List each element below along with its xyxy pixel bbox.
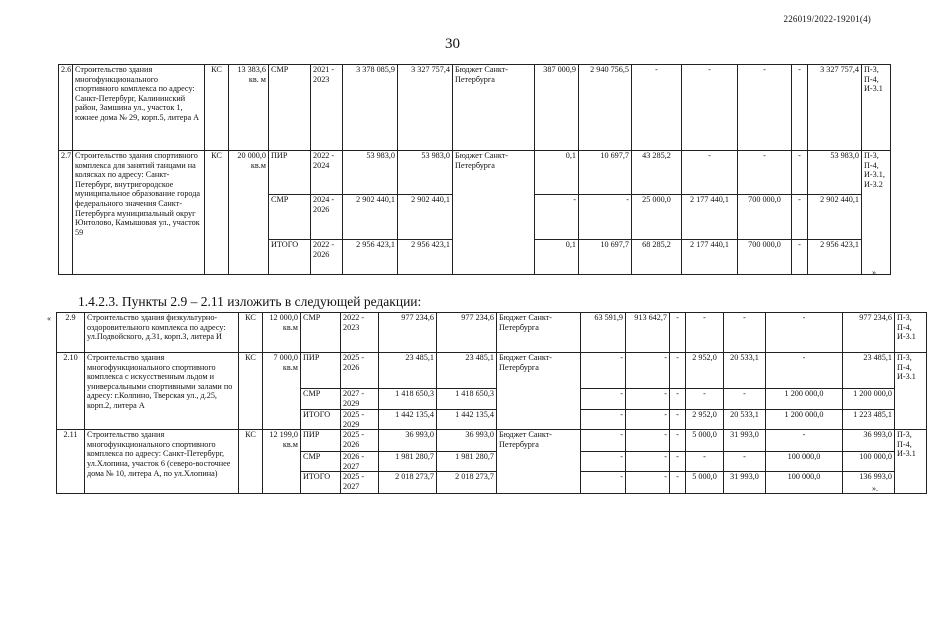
year-amount-1: 0,1 bbox=[535, 151, 579, 195]
year-amount-4: 2 177 440,1 bbox=[682, 195, 738, 240]
total-funding: 53 983,0 bbox=[398, 151, 453, 195]
object-name: Строительство здания многофункционального спортивного комплекса по адресу: Санкт-Петербург, ул.Хлопина, участок 6 (северо-восточнее дома № 10, литера А, по ул.Хлопина) bbox=[85, 430, 239, 494]
year-amount-3: - bbox=[670, 389, 686, 410]
year-amount-4: 2 952,0 bbox=[686, 410, 724, 430]
year-amount-3: - bbox=[632, 65, 682, 151]
row-number: 2.7 bbox=[59, 151, 73, 275]
period: 2026 - 2027 bbox=[341, 452, 379, 472]
year-amount-6: - bbox=[792, 240, 808, 275]
period-sum: 36 993,0 bbox=[843, 430, 895, 452]
year-amount-4: 2 952,0 bbox=[686, 353, 724, 389]
total-funding: 2 018 273,7 bbox=[437, 472, 497, 494]
table-row bbox=[57, 430, 927, 452]
indicator-codes: П-3, П-4, И-3.1 bbox=[895, 353, 927, 430]
year-amount-6: - bbox=[766, 313, 843, 353]
year-amount-3: - bbox=[670, 353, 686, 389]
period-sum: 136 993,0 bbox=[843, 472, 895, 494]
year-amount-2: - bbox=[626, 410, 670, 430]
year-amount-2: - bbox=[626, 430, 670, 452]
stage: ПИР bbox=[269, 151, 311, 195]
year-amount-3: - bbox=[670, 472, 686, 494]
period-sum: 2 902 440,1 bbox=[808, 195, 862, 240]
table-row bbox=[57, 353, 927, 389]
period-sum: 1 200 000,0 bbox=[843, 389, 895, 410]
year-amount-5: 31 993,0 bbox=[724, 430, 766, 452]
stage: СМР bbox=[301, 389, 341, 410]
year-amount-4: 5 000,0 bbox=[686, 430, 724, 452]
estimated-cost: 1 442 135,4 bbox=[379, 410, 437, 430]
period: 2025 - 2026 bbox=[341, 430, 379, 452]
period-sum: 53 983,0 bbox=[808, 151, 862, 195]
year-amount-6: 1 200 000,0 bbox=[766, 410, 843, 430]
year-amount-4: - bbox=[686, 313, 724, 353]
stage: ИТОГО bbox=[301, 410, 341, 430]
year-amount-5: - bbox=[738, 65, 792, 151]
object-name: Строительство здания спортивного комплекса для занятий танцами на колясках по адресу: Санкт-Петербург, внутригородское муниципальное образование города федерального значения Санкт-Петербурга муниципальный округ Юнтолово, Камышовая ул., участок 59 bbox=[73, 151, 205, 275]
row-number: 2.10 bbox=[57, 353, 85, 430]
stage: ПИР bbox=[301, 430, 341, 452]
table-row bbox=[57, 313, 927, 353]
indicator-codes: П-3, П-4, И-3.1 bbox=[895, 313, 927, 353]
year-amount-2: - bbox=[626, 389, 670, 410]
period: 2027 - 2029 bbox=[341, 389, 379, 410]
year-amount-6: 100 000,0 bbox=[766, 452, 843, 472]
year-amount-2: 10 697,7 bbox=[579, 151, 632, 195]
period-sum: 977 234,6 bbox=[843, 313, 895, 353]
indicator-codes: П-3, П-4, И-3.1, И-3.2 bbox=[862, 151, 891, 275]
year-amount-1: - bbox=[581, 472, 626, 494]
year-amount-2: 913 642,7 bbox=[626, 313, 670, 353]
funding-source: Бюджет Санкт-Петербурга bbox=[497, 313, 581, 353]
year-amount-6: - bbox=[792, 195, 808, 240]
estimated-cost: 1 981 280,7 bbox=[379, 452, 437, 472]
year-amount-3: - bbox=[670, 410, 686, 430]
year-amount-5: 20 533,1 bbox=[724, 410, 766, 430]
object-name: Строительство здания многофункционального спортивного комплекса по адресу: Санкт-Петербург, Калининский район, Замшина ул., участок 1, южнее дома № 29, корп.5, литера А bbox=[73, 65, 205, 151]
year-amount-4: - bbox=[686, 389, 724, 410]
year-amount-1: - bbox=[581, 353, 626, 389]
year-amount-2: - bbox=[579, 195, 632, 240]
estimated-cost: 36 993,0 bbox=[379, 430, 437, 452]
total-funding: 2 956 423,1 bbox=[398, 240, 453, 275]
year-amount-3: - bbox=[670, 452, 686, 472]
year-amount-2: - bbox=[626, 452, 670, 472]
year-amount-4: - bbox=[682, 65, 738, 151]
year-amount-5: 20 533,1 bbox=[724, 353, 766, 389]
total-funding: 2 902 440,1 bbox=[398, 195, 453, 240]
year-amount-4: 5 000,0 bbox=[686, 472, 724, 494]
stage: СМР bbox=[301, 452, 341, 472]
funding-source: Бюджет Санкт-Петербурга bbox=[497, 353, 581, 430]
year-amount-1: 0,1 bbox=[535, 240, 579, 275]
page-number: 30 bbox=[445, 36, 460, 52]
year-amount-3: - bbox=[670, 313, 686, 353]
program-table-2 bbox=[56, 312, 927, 494]
year-amount-1: - bbox=[581, 430, 626, 452]
closing-quote: ». bbox=[872, 484, 878, 493]
period: 2024 - 2026 bbox=[311, 195, 343, 240]
document-number: 226019/2022-19201(4) bbox=[783, 14, 871, 24]
period: 2022 - 2023 bbox=[341, 313, 379, 353]
section-heading: 1.4.2.3. Пункты 2.9 – 2.11 изложить в следующей редакции: bbox=[78, 294, 422, 309]
period: 2021 - 2023 bbox=[311, 65, 343, 151]
total-funding: 36 993,0 bbox=[437, 430, 497, 452]
total-funding: 3 327 757,4 bbox=[398, 65, 453, 151]
indicator-codes: П-3, П-4, И-3.1 bbox=[895, 430, 927, 494]
period-sum: 100 000,0 bbox=[843, 452, 895, 472]
year-amount-6: 100 000,0 bbox=[766, 472, 843, 494]
period: 2022 - 2024 bbox=[311, 151, 343, 195]
year-amount-5: 700 000,0 bbox=[738, 195, 792, 240]
year-amount-5: - bbox=[738, 151, 792, 195]
funding-source: Бюджет Санкт-Петербурга bbox=[497, 430, 581, 494]
year-amount-6: 1 200 000,0 bbox=[766, 389, 843, 410]
estimated-cost: 2 902 440,1 bbox=[343, 195, 398, 240]
table-row bbox=[59, 65, 891, 151]
capacity: 12 000,0 кв.м bbox=[263, 313, 301, 353]
estimated-cost: 1 418 650,3 bbox=[379, 389, 437, 410]
year-amount-2: - bbox=[626, 353, 670, 389]
capacity: 7 000,0 кв.м bbox=[263, 353, 301, 430]
stage: ПИР bbox=[301, 353, 341, 389]
stage: СМР bbox=[301, 313, 341, 353]
year-amount-5: - bbox=[724, 313, 766, 353]
work-type: КС bbox=[205, 65, 229, 151]
total-funding: 23 485,1 bbox=[437, 353, 497, 389]
row-number: 2.11 bbox=[57, 430, 85, 494]
year-amount-3: - bbox=[670, 430, 686, 452]
year-amount-6: - bbox=[766, 353, 843, 389]
object-name: Строительство здания многофункционального спортивного комплекса с искусственным льдом и универсальными спортивными залами по адресу: г.Колпино, Тверская ул., д.25, корп.2, литера А bbox=[85, 353, 239, 430]
year-amount-1: - bbox=[581, 389, 626, 410]
estimated-cost: 3 378 085,9 bbox=[343, 65, 398, 151]
stage: СМР bbox=[269, 65, 311, 151]
total-funding: 1 981 280,7 bbox=[437, 452, 497, 472]
period: 2022 - 2026 bbox=[311, 240, 343, 275]
period: 2025 - 2029 bbox=[341, 410, 379, 430]
year-amount-1: 63 591,9 bbox=[581, 313, 626, 353]
year-amount-6: - bbox=[792, 151, 808, 195]
year-amount-5: 700 000,0 bbox=[738, 240, 792, 275]
total-funding: 977 234,6 bbox=[437, 313, 497, 353]
year-amount-6: - bbox=[766, 430, 843, 452]
object-name: Строительство здания физкультурно-оздоровительного комплекса по адресу: ул.Подвойского, д.31, корп.3, литера И bbox=[85, 313, 239, 353]
period-sum: 23 485,1 bbox=[843, 353, 895, 389]
row-number: 2.9 bbox=[57, 313, 85, 353]
year-amount-3: 68 285,2 bbox=[632, 240, 682, 275]
period: 2025 - 2027 bbox=[341, 472, 379, 494]
year-amount-2: 10 697,7 bbox=[579, 240, 632, 275]
capacity: 12 199,0 кв.м bbox=[263, 430, 301, 494]
closing-quote: ». bbox=[872, 268, 878, 277]
year-amount-2: 2 940 756,5 bbox=[579, 65, 632, 151]
indicator-codes: П-3, П-4, И-3.1 bbox=[862, 65, 891, 151]
work-type: КС bbox=[239, 313, 263, 353]
table-row bbox=[59, 151, 891, 195]
year-amount-1: - bbox=[535, 195, 579, 240]
year-amount-4: - bbox=[682, 151, 738, 195]
year-amount-2: - bbox=[626, 472, 670, 494]
year-amount-5: - bbox=[724, 452, 766, 472]
capacity: 20 000,0 кв.м bbox=[229, 151, 269, 275]
funding-source: Бюджет Санкт-Петербурга bbox=[453, 151, 535, 275]
year-amount-1: - bbox=[581, 410, 626, 430]
year-amount-4: 2 177 440,1 bbox=[682, 240, 738, 275]
stage: СМР bbox=[269, 195, 311, 240]
year-amount-4: - bbox=[686, 452, 724, 472]
year-amount-6: - bbox=[792, 65, 808, 151]
total-funding: 1 418 650,3 bbox=[437, 389, 497, 410]
work-type: КС bbox=[239, 353, 263, 430]
capacity: 13 383,6 кв. м bbox=[229, 65, 269, 151]
stage: ИТОГО bbox=[301, 472, 341, 494]
period-sum: 3 327 757,4 bbox=[808, 65, 862, 151]
year-amount-5: 31 993,0 bbox=[724, 472, 766, 494]
period-sum: 2 956 423,1 bbox=[808, 240, 862, 275]
period-sum: 1 223 485,1 bbox=[843, 410, 895, 430]
funding-source: Бюджет Санкт-Петербурга bbox=[453, 65, 535, 151]
work-type: КС bbox=[239, 430, 263, 494]
estimated-cost: 2 018 273,7 bbox=[379, 472, 437, 494]
row-number: 2.6 bbox=[59, 65, 73, 151]
period: 2025 - 2026 bbox=[341, 353, 379, 389]
estimated-cost: 977 234,6 bbox=[379, 313, 437, 353]
year-amount-3: 43 285,2 bbox=[632, 151, 682, 195]
estimated-cost: 53 983,0 bbox=[343, 151, 398, 195]
total-funding: 1 442 135,4 bbox=[437, 410, 497, 430]
program-table-1 bbox=[58, 64, 891, 275]
work-type: КС bbox=[205, 151, 229, 275]
year-amount-5: - bbox=[724, 389, 766, 410]
year-amount-1: - bbox=[581, 452, 626, 472]
stage: ИТОГО bbox=[269, 240, 311, 275]
estimated-cost: 2 956 423,1 bbox=[343, 240, 398, 275]
estimated-cost: 23 485,1 bbox=[379, 353, 437, 389]
opening-quote: « bbox=[47, 314, 51, 323]
year-amount-3: 25 000,0 bbox=[632, 195, 682, 240]
year-amount-1: 387 000,9 bbox=[535, 65, 579, 151]
